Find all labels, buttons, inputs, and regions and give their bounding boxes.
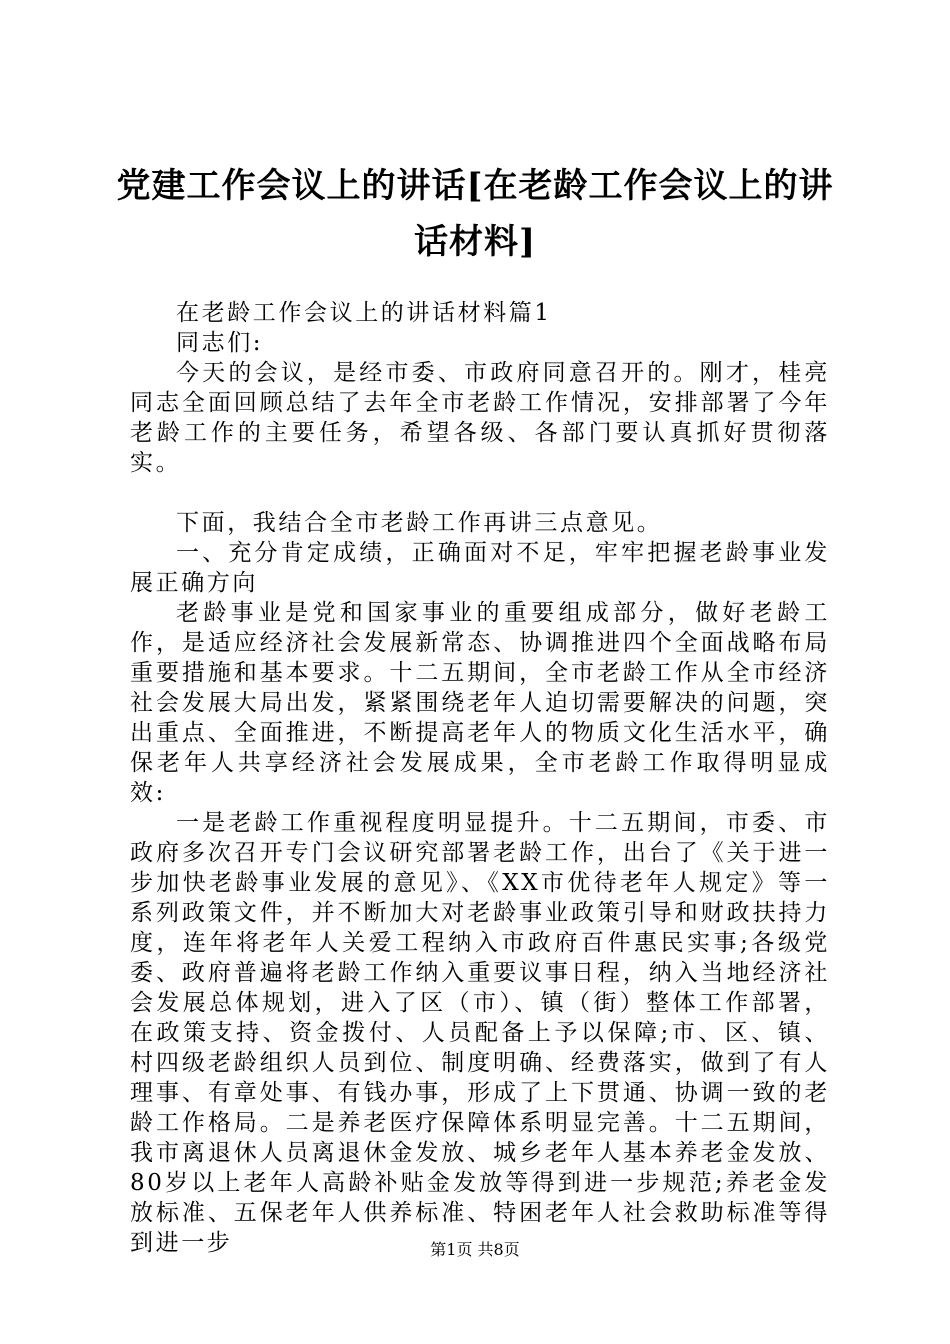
page-footer: 第1页 共8页 xyxy=(430,1240,520,1259)
paragraph-overview: 老龄事业是党和国家事业的重要组成部分，做好老龄工作，是适应经济社会发展新常态、协调推进四个全面战略布局重要措施和基本要求。十二五期间，全市老龄工作从全市经济社会发展大局出发，紧紧围绕老年人迫切需要解决的问题，突出重点、全面推进，不断提高老年人的物质文化生活水平，确保老年人共享经济社会发展成果，全市老龄工作取得明显成效: xyxy=(130,600,830,806)
section-heading-1: 一、充分肯定成绩，正确面对不足，牢牢把握老龄事业发展正确方向 xyxy=(130,540,830,596)
document-body xyxy=(130,298,830,1258)
paragraph-intro: 今天的会议，是经市委、市政府同意召开的。刚才，桂亮同志全面回顾总结了去年全市老龄工作情况，安排部署了今年老龄工作的主要任务，希望各级、各部门要认真抓好贯彻落实。 xyxy=(130,360,830,476)
paragraph-point-1: 一是老龄工作重视程度明显提升。十二五期间，市委、市政府多次召开专门会议研究部署老龄工作，出台了《关于进一步加快老龄事业发展的意见》、《XX市优待老年人规定》等一系列政策文件，并不断加大对老龄事业政策引导和财政扶持力度，连年将老年人关爱工程纳入市政府百件惠民实事;各级党委、政府普遍将老龄工作纳入重要议事日程，纳入当地经济社会发展总体规划，进入了区（市）、镇（街）整体工作部署，在政策支持、资金拨付、人员配备上予以保障;市、区、镇、村四级老龄组织人员到位、制度明确、经费落实，做到了有人理事、有章处事、有钱办事，形成了上下贯通、协调一致的老龄工作格局。二是养老医疗保障体系明显完善。十二五期间，我市离退休人员离退休金发放、城乡老年人基本养老金发放、80岁以上老年人高龄补贴金发放等得到进一步规范;养老金发放标准、五保老年人供养标准、特困老年人社会救助标准等得到进一步 xyxy=(130,810,830,1256)
paragraph-heading: 在老龄工作会议上的讲话材料篇1 xyxy=(176,300,552,326)
document-title: 党建工作会议上的讲话[在老龄工作会议上的讲话材料] xyxy=(116,166,834,262)
paragraph-transition: 下面，我结合全市老龄工作再讲三点意见。 xyxy=(176,510,663,536)
paragraph-salutation: 同志们: xyxy=(176,330,264,356)
